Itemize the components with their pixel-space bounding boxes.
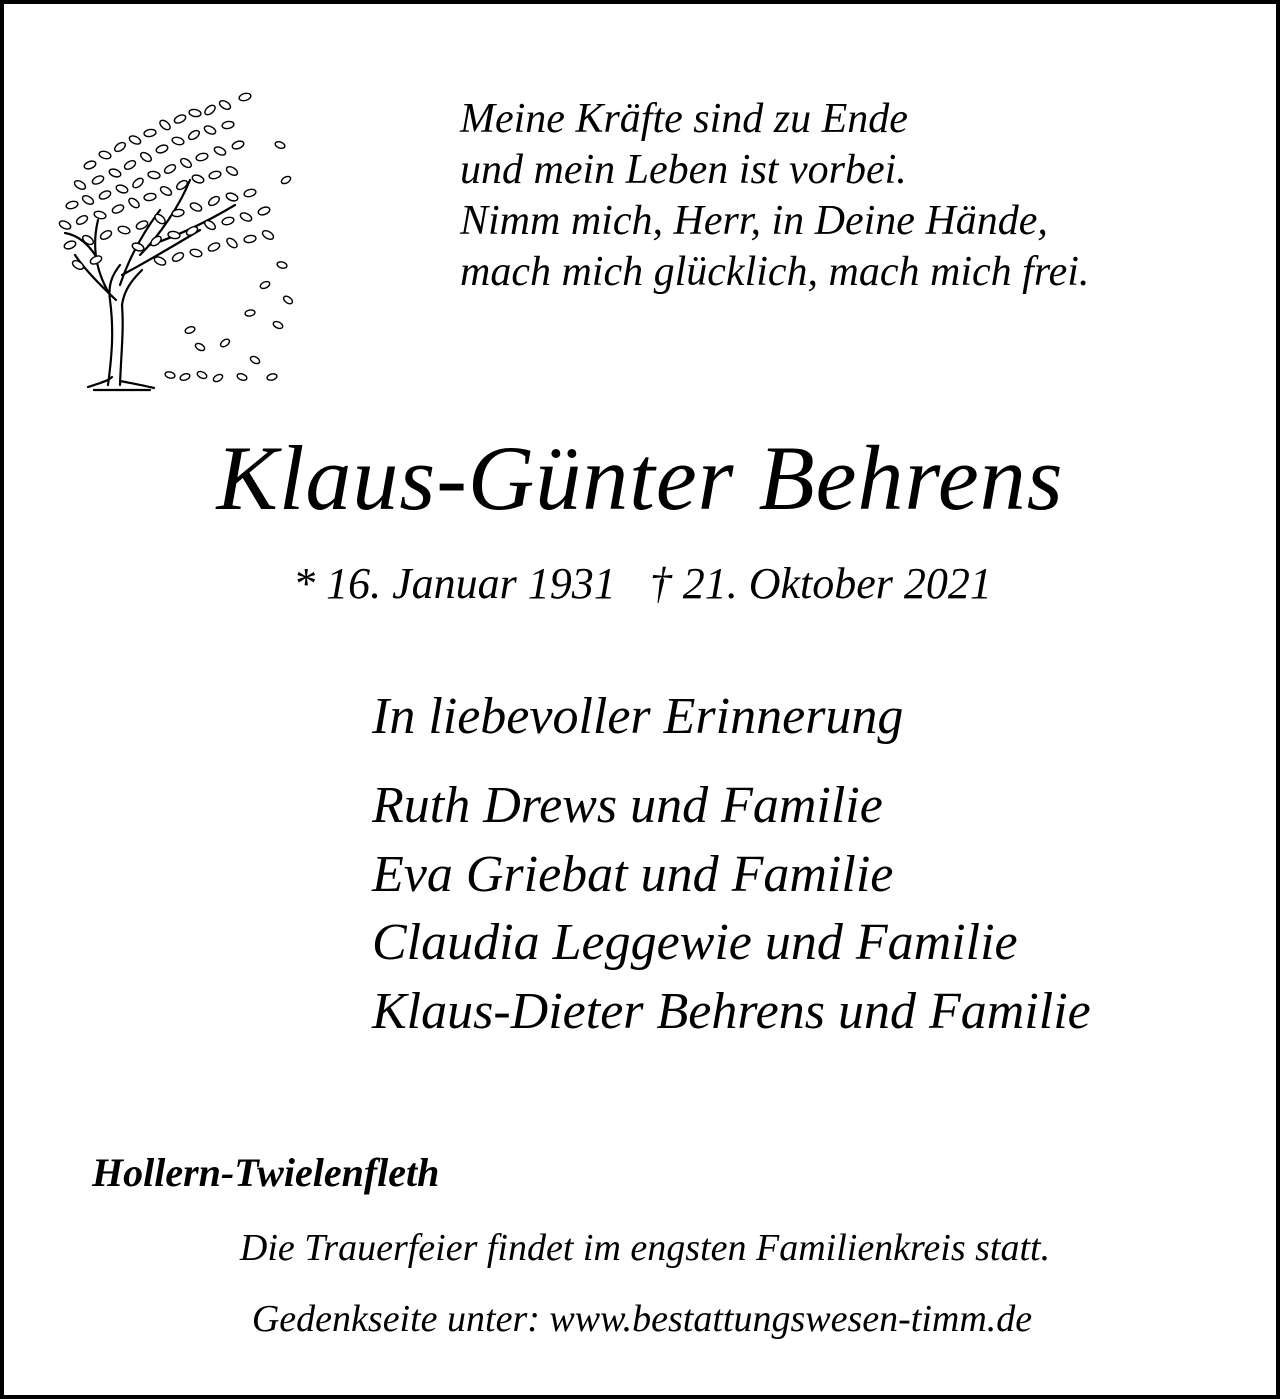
mourner-entry: Ruth Drews und Familie <box>372 777 883 834</box>
tree-with-falling-leaves-icon <box>50 85 300 395</box>
ceremony-note: Die Trauerfeier findet im engsten Familienkreis statt. <box>239 1227 1051 1269</box>
mourner-entry: Klaus-Dieter Behrens und Familie <box>372 982 1091 1040</box>
birth-date: * 16. Januar 1931 <box>293 559 616 608</box>
verse <box>460 94 1089 298</box>
mourner-entry: Eva Griebat und Familie <box>372 845 894 903</box>
mourner-entry: Claudia Leggewie und Familie <box>372 914 1018 971</box>
verse-line: Meine Kräfte sind zu Ende <box>460 96 908 142</box>
verse-line: Nimm mich, Herr, in Deine Hände, <box>460 198 1048 244</box>
remembrance-heading: In liebevoller Erinnerung <box>372 688 904 745</box>
deceased-name: Klaus-Günter Behrens <box>216 427 1064 529</box>
mourners-list <box>372 772 1091 1046</box>
verse-line: mach mich glücklich, mach mich frei. <box>460 249 1090 295</box>
place-name: Hollern-Twielenfleth <box>92 1150 440 1195</box>
death-date: † 21. Oktober 2021 <box>649 559 992 608</box>
memorial-page-link[interactable]: Gedenkseite unter: www.bestattungswesen-timm.de <box>251 1298 1033 1340</box>
verse-line: und mein Leben ist vorbei. <box>460 147 907 193</box>
life-dates <box>0 556 1280 612</box>
